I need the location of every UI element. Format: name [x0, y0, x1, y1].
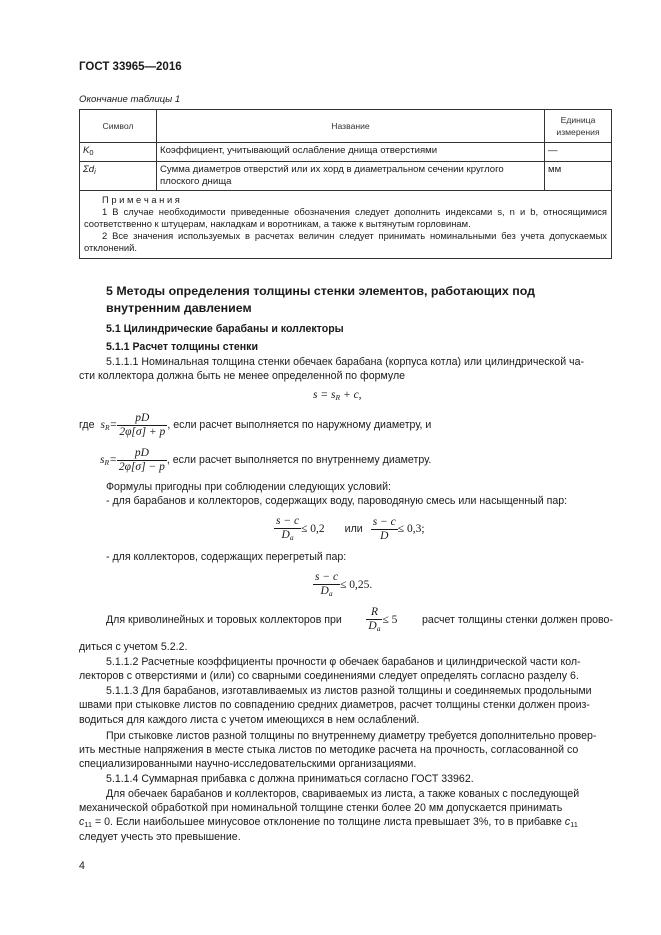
column-header-name: Название	[157, 110, 545, 143]
condition-1: - для барабанов и коллекторов, содержащих воду, пароводяную смесь или насыщенный пар:	[106, 495, 568, 507]
paragraph-shells-line2: механической обработкой при номинальной толщине стенки более 20 мм допускается принимать	[79, 802, 563, 814]
fraction: $\frac{pD}{2\varphi[\sigma] - p}$	[118, 446, 165, 473]
paragraph-5-1-1-3-line1: 5.1.1.3 Для барабанов, изготавливаемых из листов разной толщины и соединяемых продольными	[106, 685, 592, 697]
formula-sr-inner: $s_R$ = $\frac{pD}{2\varphi[\sigma] - p}$ , если расчет выполняется по внутреннему диаметру.	[100, 446, 432, 473]
table-cell-name: Коэффициент, учитывающий ослабление днища отверстиями	[157, 143, 545, 162]
table-caption: Окончание таблицы 1	[79, 94, 181, 105]
paragraph-shells-line3: $c_{11} = 0$. Если наибольшее минусовое отклонение по толщине листа превышает 3%, то в прибавке $c_{11}$	[79, 816, 578, 829]
paragraph-5-1-1-2-line2: лекторов с отверстиями и (или) со сварными соединениями следует определять согласно разделу 6.	[79, 670, 579, 682]
table-row	[80, 162, 612, 191]
note-2: 2 Все значения используемых в расчетах величин следует принимать номинальными без учета допускаемых отклонений.	[84, 230, 607, 253]
fraction: $\frac{s - c}{D_a}$	[315, 570, 339, 598]
paragraph-5-1-1-4: 5.1.1.4 Суммарная прибавка c должна приниматься согласно ГОСТ 33962.	[106, 773, 474, 785]
paragraph-joint-line3: специализированными научно-исследовательскими организациями.	[79, 758, 417, 770]
paragraph-joint-line2: ить местные напряжения в месте стыка листов по методике расчета на прочность, согласованной со	[79, 744, 579, 756]
page-number: 4	[79, 860, 85, 872]
section-5-title: 5 Методы определения толщины стенки элементов, работающих под внутренним давлением	[106, 284, 535, 315]
curved-collectors-line: Для криволинейных и торовых коллекторов при $\frac{R}{D_a}$ ≤ 5 расчет толщины стенки должен прово-	[106, 605, 613, 633]
column-header-unit: Единица измерения	[545, 110, 612, 143]
table-cell-symbol: $K_0$	[80, 143, 157, 162]
document-header: ГОСТ 33965—2016	[79, 61, 182, 73]
fraction: $\frac{s - c}{D_a}$	[276, 514, 300, 542]
formula-sr-outer: где $s_R$ = $\frac{pD}{2\varphi[\sigma] + p}$ , если расчет выполняется по наружному диаметру, и	[79, 411, 432, 438]
paragraph-5-1-1-3-line3: водиться для каждого листа с учетом имеющихся в нем ослаблений.	[79, 714, 420, 726]
table-cell-symbol: $\Sigma d_i$	[80, 162, 157, 191]
symbols-table	[79, 109, 612, 259]
column-header-symbol: Символ	[80, 110, 157, 143]
table-notes	[80, 191, 612, 259]
subsection-5-1-1-title: 5.1.1 Расчет толщины стенки	[106, 341, 258, 353]
formula-condition-1: $\frac{s - c}{D_a}$ ≤ 0,2 или $\frac{s - c}{D}$ ≤ 0,3;	[276, 514, 425, 542]
paragraph-5-1-1-2-line1: 5.1.1.2 Расчетные коэффициенты прочности φ обечаек барабанов и цилиндрической части кол-	[106, 656, 581, 668]
notes-title: П р и м е ч а н и я	[102, 194, 180, 205]
formula-main: $s = s_R + c$,	[313, 389, 362, 402]
fraction: $\frac{pD}{2\varphi[\sigma] + p}$	[119, 411, 166, 438]
formula-condition-2: $\frac{s - c}{D_a}$ ≤ 0,25.	[315, 570, 373, 598]
fraction: $\frac{s - c}{D}$	[372, 515, 396, 542]
condition-2: - для коллекторов, содержащих перегретый пар:	[106, 551, 347, 563]
paragraph-shells-line4: следует учесть это превышение.	[79, 831, 241, 843]
table-cell-name: Сумма диаметров отверстий или их хорд в диаметральном сечении круглого плоского днища	[157, 162, 545, 191]
table-row	[80, 143, 612, 162]
table-cell-unit: —	[545, 143, 612, 162]
curved-collectors-end: диться с учетом 5.2.2.	[79, 641, 188, 653]
fraction: $\frac{R}{D_a}$	[368, 605, 381, 633]
paragraph-joint-line1: При стыковке листов разной толщины по внутреннему диаметру требуется дополнительно провер-	[106, 730, 597, 742]
paragraph-shells-line1: Для обечаек барабанов и коллекторов, свариваемых из листа, а также кованых с последующей	[106, 788, 580, 800]
table-cell-unit: мм	[545, 162, 612, 191]
subsection-5-1-title: 5.1 Цилиндрические барабаны и коллекторы	[106, 323, 344, 335]
conditions-intro: Формулы пригодны при соблюдении следующих условий:	[106, 481, 391, 493]
paragraph-5-1-1-3-line2: швами при стыковке листов по совпадению средних диаметров, расчет толщины стенки должен произ-	[79, 699, 590, 711]
paragraph-5-1-1-1-line1: 5.1.1.1 Номинальная толщина стенки обечаек барабана (корпуса котла) или цилиндрической ча-	[106, 356, 584, 368]
table-notes-row	[80, 191, 612, 259]
table-header-row	[80, 110, 612, 143]
paragraph-5-1-1-1-line2: сти коллектора должна быть не менее определенной по формуле	[79, 370, 406, 382]
note-1: 1 В случае необходимости приведенные обозначения следует дополнить индексами s, n и b, относящимися соответственно к штуцерам, накладкам и воротникам, а также к вытянутым горловинам.	[84, 206, 607, 229]
